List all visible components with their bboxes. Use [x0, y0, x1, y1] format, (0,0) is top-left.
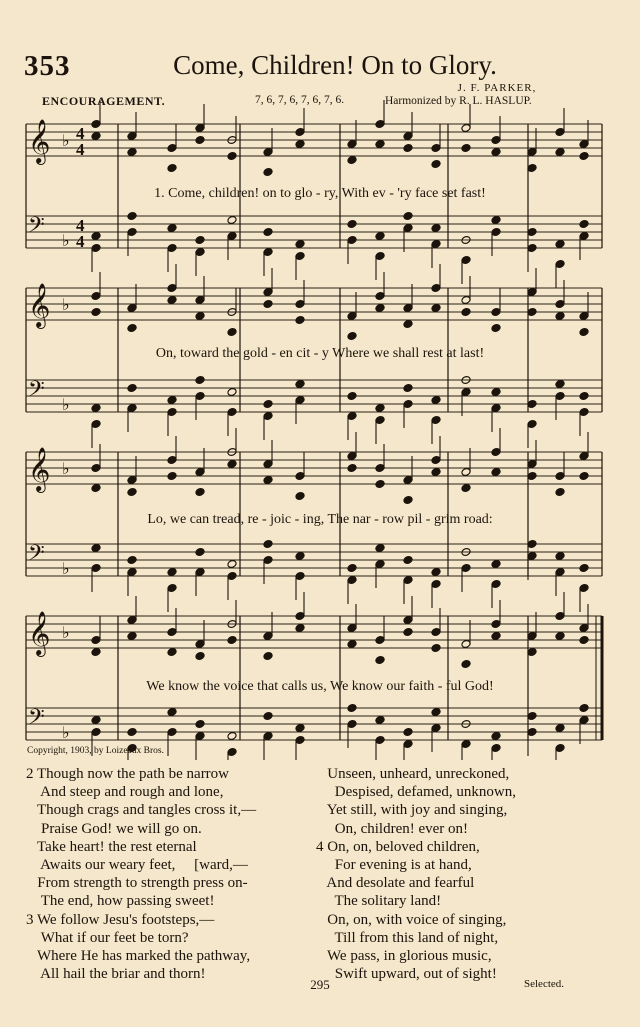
- note-head: [227, 636, 237, 645]
- note-head: [579, 472, 589, 481]
- note-head: [167, 472, 177, 481]
- note-head: [555, 552, 565, 561]
- treble-clef-icon: 𝄞: [28, 447, 51, 491]
- note-head: [295, 724, 305, 733]
- note-head: [579, 220, 589, 229]
- note-head: [461, 660, 471, 669]
- copyright-notice: Copyright, 1903, by Loizeaux Bros.: [27, 746, 164, 756]
- verse-line: 3 We follow Jesu's footsteps,—: [26, 911, 215, 928]
- note-head: [91, 648, 101, 657]
- note-head: [127, 556, 137, 565]
- note-head: [263, 228, 273, 237]
- verse-line: On, on, with voice of singing,: [316, 911, 507, 928]
- verse-line: Praise God! we will go on.: [26, 820, 202, 837]
- time-signature: 4: [76, 124, 85, 143]
- lyric-line-4: We know the voice that calls us, We know our faith - ful God!: [146, 679, 494, 694]
- note-head: [491, 632, 501, 641]
- note-head: [491, 468, 501, 477]
- verse-line: Till from this land of night,: [316, 929, 499, 946]
- note-head: [195, 488, 205, 497]
- verse-line: Awaits our weary feet, [ward,—: [26, 857, 248, 874]
- time-signature: 4: [76, 232, 85, 251]
- note-head: [263, 300, 273, 309]
- note-head: [375, 480, 385, 489]
- note-head: [295, 380, 305, 389]
- note-head: [127, 384, 137, 393]
- note-head: [375, 232, 385, 241]
- bass-clef-icon: 𝄢: [28, 213, 45, 243]
- verse-line: For evening is at hand,: [316, 857, 472, 874]
- note-head: [195, 312, 205, 321]
- bass-clef-icon: 𝄢: [28, 541, 45, 571]
- flat-icon: ♭: [62, 623, 70, 642]
- note-head: [431, 160, 441, 169]
- verse-line: What if our feet be torn?: [26, 929, 189, 946]
- source-note: Selected.: [524, 978, 565, 990]
- hymn-theme: ENCOURAGEMENT.: [42, 94, 166, 108]
- flat-icon: ♭: [62, 295, 70, 314]
- hymn-number: 353: [24, 50, 71, 82]
- note-head: [167, 648, 177, 657]
- hymn-meter: 7, 6, 7, 6, 7, 6, 7, 6.: [255, 94, 345, 106]
- flat-icon: ♭: [62, 723, 70, 742]
- verse-line: The solitary land!: [316, 893, 442, 910]
- note-head: [127, 728, 137, 737]
- lyric-line-3: Lo, we can tread, re - joic - ing, The nar - row pil - grim road:: [147, 512, 493, 527]
- lyric-line-2: On, toward the gold - en cit - y Where we shall rest at last!: [155, 346, 485, 361]
- verse-line: Though crags and tangles cross it,—: [26, 802, 257, 819]
- note-head: [579, 328, 589, 337]
- treble-clef-icon: 𝄞: [28, 119, 51, 163]
- note-head: [461, 484, 471, 493]
- note-head: [491, 388, 501, 397]
- note-head: [263, 168, 273, 177]
- note-head: [431, 224, 441, 233]
- note-head: [555, 380, 565, 389]
- page-number: 295: [310, 977, 330, 992]
- note-head: [227, 152, 237, 161]
- verse-line: Take heart! the rest eternal: [26, 838, 197, 855]
- note-head: [555, 488, 565, 497]
- note-head: [227, 732, 237, 741]
- note-head: [491, 216, 501, 225]
- note-head: [295, 624, 305, 633]
- note-head: [167, 164, 177, 173]
- flat-icon: ♭: [62, 395, 70, 414]
- note-head: [431, 568, 441, 577]
- note-head: [263, 476, 273, 485]
- note-head: [491, 560, 501, 569]
- note-head: [195, 720, 205, 729]
- note-head: [263, 652, 273, 661]
- lyric-line-1: 1. Come, children! on to glo - ry, With ev - 'ry face set fast!: [154, 186, 486, 201]
- verse-line: From strength to strength press on-: [26, 875, 248, 892]
- note-head: [167, 568, 177, 577]
- note-head: [403, 628, 413, 637]
- flat-icon: ♭: [62, 231, 70, 250]
- note-head: [91, 544, 101, 553]
- verse-line: Swift upward, out of sight!: [316, 966, 497, 983]
- note-head: [167, 708, 177, 717]
- note-head: [91, 404, 101, 413]
- note-head: [347, 220, 357, 229]
- note-head: [227, 460, 237, 469]
- note-head: [347, 704, 357, 713]
- note-head: [431, 708, 441, 717]
- hymn-harmonizer: Harmonized by R. L. HASLUP.: [385, 95, 532, 107]
- note-head: [91, 232, 101, 241]
- note-head: [403, 496, 413, 505]
- verse-line: Despised, defamed, unknown,: [316, 784, 516, 801]
- note-head: [347, 640, 357, 649]
- note-head: [127, 212, 137, 221]
- verse-line: All hail the briar and thorn!: [26, 966, 206, 983]
- note-head: [295, 492, 305, 501]
- note-head: [555, 148, 565, 157]
- note-head: [127, 632, 137, 641]
- note-head: [461, 308, 471, 317]
- flat-icon: ♭: [62, 131, 70, 150]
- note-head: [431, 396, 441, 405]
- verse-line: The end, how passing sweet!: [26, 893, 215, 910]
- note-head: [579, 636, 589, 645]
- note-head: [491, 148, 501, 157]
- note-head: [375, 404, 385, 413]
- flat-icon: ♭: [62, 559, 70, 578]
- note-head: [127, 488, 137, 497]
- bass-clef-icon: 𝄢: [28, 705, 45, 735]
- note-head: [195, 652, 205, 661]
- time-signature: 4: [76, 140, 85, 159]
- note-head: [295, 552, 305, 561]
- note-head: [347, 464, 357, 473]
- note-head: [227, 328, 237, 337]
- note-head: [431, 304, 441, 313]
- verse-line: We pass, in glorious music,: [316, 948, 492, 965]
- note-head: [347, 156, 357, 165]
- time-signature: 4: [76, 216, 85, 235]
- note-head: [555, 240, 565, 249]
- verses-right-column: [316, 765, 616, 983]
- note-head: [167, 396, 177, 405]
- note-head: [403, 556, 413, 565]
- note-head: [347, 564, 357, 573]
- note-head: [375, 656, 385, 665]
- note-head: [195, 548, 205, 557]
- note-head: [167, 296, 177, 305]
- note-head: [579, 152, 589, 161]
- note-head: [295, 240, 305, 249]
- note-head: [195, 376, 205, 385]
- note-head: [91, 308, 101, 317]
- note-head: [579, 564, 589, 573]
- note-head: [403, 144, 413, 153]
- verse-line: And steep and rough and lone,: [26, 784, 224, 801]
- note-head: [375, 304, 385, 313]
- note-head: [375, 544, 385, 553]
- treble-clef-icon: 𝄞: [28, 283, 51, 327]
- note-head: [375, 140, 385, 149]
- note-head: [227, 560, 237, 569]
- note-head: [555, 632, 565, 641]
- note-head: [579, 392, 589, 401]
- note-head: [263, 540, 273, 549]
- note-head: [431, 468, 441, 477]
- verse-line: And desolate and fearful: [316, 875, 475, 892]
- note-head: [227, 216, 237, 225]
- note-head: [91, 484, 101, 493]
- note-head: [91, 132, 101, 141]
- note-head: [195, 236, 205, 245]
- note-head: [167, 224, 177, 233]
- note-head: [195, 136, 205, 145]
- note-head: [403, 212, 413, 221]
- verse-line: 4 On, on, beloved children,: [316, 838, 480, 855]
- treble-clef-icon: 𝄞: [28, 611, 51, 655]
- note-head: [227, 388, 237, 397]
- verse-line: Where He has marked the pathway,: [26, 948, 251, 965]
- note-head: [555, 724, 565, 733]
- note-head: [403, 728, 413, 737]
- flat-icon: ♭: [62, 459, 70, 478]
- note-head: [491, 324, 501, 333]
- note-head: [263, 712, 273, 721]
- note-head: [127, 148, 137, 157]
- bass-clef-icon: 𝄢: [28, 377, 45, 407]
- hymn-author: J. F. PARKER,: [457, 82, 537, 94]
- note-head: [347, 332, 357, 341]
- note-head: [461, 144, 471, 153]
- hymn-title: Come, Children! On to Glory.: [173, 50, 497, 80]
- note-head: [375, 716, 385, 725]
- note-head: [403, 320, 413, 329]
- note-head: [91, 716, 101, 725]
- note-head: [127, 324, 137, 333]
- note-head: [491, 732, 501, 741]
- verse-line: Yet still, with joy and singing,: [316, 802, 508, 819]
- verse-line: Unseen, unheard, unreckoned,: [316, 766, 510, 782]
- note-head: [295, 140, 305, 149]
- note-head: [555, 312, 565, 321]
- note-head: [263, 400, 273, 409]
- verse-line: On, children! ever on!: [316, 820, 469, 837]
- note-head: [579, 704, 589, 713]
- verse-line: 2 Though now the path be narrow: [26, 766, 230, 782]
- verses-left-column: [26, 765, 326, 983]
- note-head: [347, 392, 357, 401]
- note-head: [403, 384, 413, 393]
- note-head: [431, 644, 441, 653]
- note-head: [295, 316, 305, 325]
